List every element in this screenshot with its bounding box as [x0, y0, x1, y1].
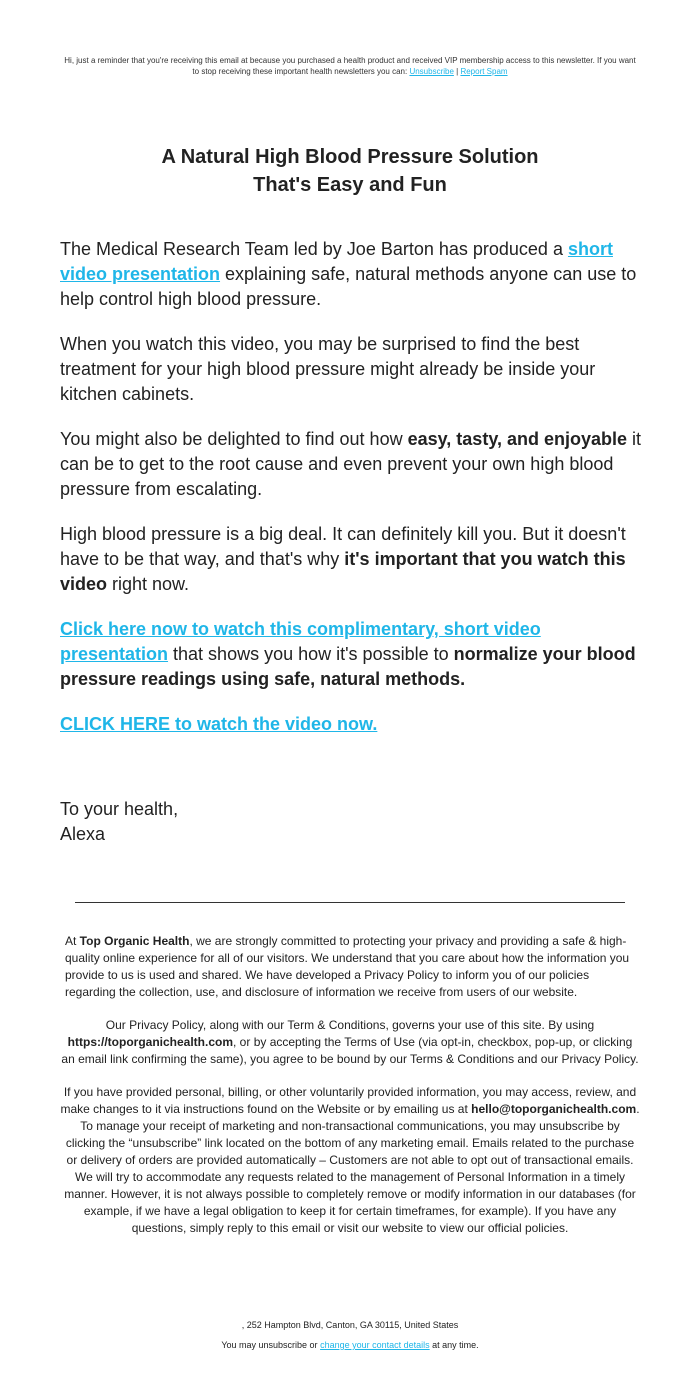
body-paragraph-cta: [60, 712, 645, 737]
cta-watch-video-link[interactable]: CLICK HERE to watch the video now.: [60, 714, 378, 734]
preheader-notice: [60, 55, 640, 77]
body-paragraph-4: [60, 522, 645, 597]
privacy-p1-text: At: [65, 934, 80, 948]
headline-line-1: A Natural High Blood Pressure Solution: [161, 146, 539, 168]
email-headline: [60, 143, 640, 199]
privacy-notice: [60, 933, 640, 1253]
preheader-separator: |: [453, 67, 461, 76]
headline-line-2: That's Easy and Fun: [253, 174, 447, 196]
privacy-paragraph-3: [60, 1084, 640, 1237]
body-p4-text-after: right now.: [107, 574, 190, 594]
body-p3-bold: easy, tasty, and enjoyable: [407, 429, 628, 449]
signoff-greeting: To your health,: [60, 799, 179, 819]
footer-unsub-text: You may unsubscribe or: [221, 1340, 321, 1350]
body-p1-text-after: explaining safe, natural methods anyone can use to help control high blood pressure.: [60, 264, 637, 309]
short-video-link[interactable]: short video presentation: [60, 239, 613, 284]
body-p5-text: that shows you how it's possible to: [168, 644, 454, 664]
privacy-contact-email: hello@toporganichealth.com: [471, 1102, 637, 1116]
footer-unsub-text-after: at any time.: [429, 1340, 479, 1350]
footer-unsubscribe: [60, 1339, 640, 1351]
privacy-p2-text: Our Privacy Policy, along with our Term & Conditions, governs your use of this site. By using: [105, 1018, 595, 1032]
preheader-text: Hi, just a reminder that you're receiving this email at because you purchased a health product and received VIP membership access to this newsletter. If you want to stop receiving these important health newsletters you can:: [64, 56, 636, 76]
report-spam-link[interactable]: Report Spam: [460, 67, 508, 76]
privacy-p3-text: If you have provided personal, billing, or other voluntarily provided information, you may access, review, and make changes to it via instructions found on the Website or by emailing us at: [60, 1085, 637, 1116]
signoff: [60, 797, 460, 847]
privacy-site-url: https://toporganichealth.com: [67, 1035, 234, 1049]
body-paragraph-5: [60, 617, 645, 692]
body-p1-text: The Medical Research Team led by Joe Barton has produced a: [60, 239, 568, 259]
footer-divider: [75, 902, 625, 903]
body-p5-bold: normalize your blood pressure readings using safe, natural methods.: [60, 644, 636, 689]
privacy-paragraph-1: [60, 933, 640, 1001]
watch-video-link[interactable]: Click here now to watch this complimentary, short video presentation: [60, 619, 541, 664]
privacy-p3-text-after: . To manage your receipt of marketing and non-transactional communications, you may unsubscribe by clicking the “unsubscribe” link located on the bottom of any marketing email. Emails related to the purchase or delivery of orders are provided automatically – Customers are not able to opt out of transactional emails. We will try to accommodate any requests related to the management of Personal Information in a timely manner. However, it is not always possible to completely remove or modify information in our databases (for example, if we have a legal obligation to keep it for certain timeframes, for example). If you have any questions, simply reply to this email or visit our website to view our official policies.: [64, 1102, 640, 1235]
body-paragraph-3: [60, 427, 645, 502]
body-p3-text-after: it can be to get to the root cause and even prevent your own high blood pressure from escalating.: [60, 429, 642, 499]
body-paragraph-2: When you watch this video, you may be surprised to find the best treatment for your high blood pressure might already be inside your kitchen cabinets.: [60, 334, 596, 404]
email-body: [60, 237, 645, 757]
footer-address: , 252 Hampton Blvd, Canton, GA 30115, United States: [241, 1320, 459, 1330]
unsubscribe-link[interactable]: Unsubscribe: [409, 67, 454, 76]
body-paragraph-1: [60, 237, 645, 312]
privacy-p1-text-after: , we are strongly committed to protecting your privacy and providing a safe & high-quality online experience for all of our visitors. We understand that you care about how the information you provide to us is used and shared. We have developed a Privacy Policy to inform you of our policies regarding the collection, use, and disclosure of information we receive from users of our website.: [65, 934, 630, 999]
privacy-paragraph-2: [60, 1017, 640, 1068]
body-p3-text: You might also be delighted to find out how: [60, 429, 408, 449]
body-p4-bold: it's important that you watch this video: [60, 549, 626, 594]
privacy-brand-name: Top Organic Health: [79, 934, 190, 948]
change-contact-details-link[interactable]: change your contact details: [320, 1340, 430, 1350]
body-p4-text: High blood pressure is a big deal. It can definitely kill you. But it doesn't have to be that way, and that's why: [60, 524, 626, 569]
signoff-signature: Alexa: [60, 824, 106, 844]
privacy-p2-text-after: , or by accepting the Terms of Use (via opt-in, checkbox, pop-up, or clicking an email link confirming the same), you agree to be bound by our Terms & Conditions and our Privacy Policy.: [61, 1035, 639, 1066]
